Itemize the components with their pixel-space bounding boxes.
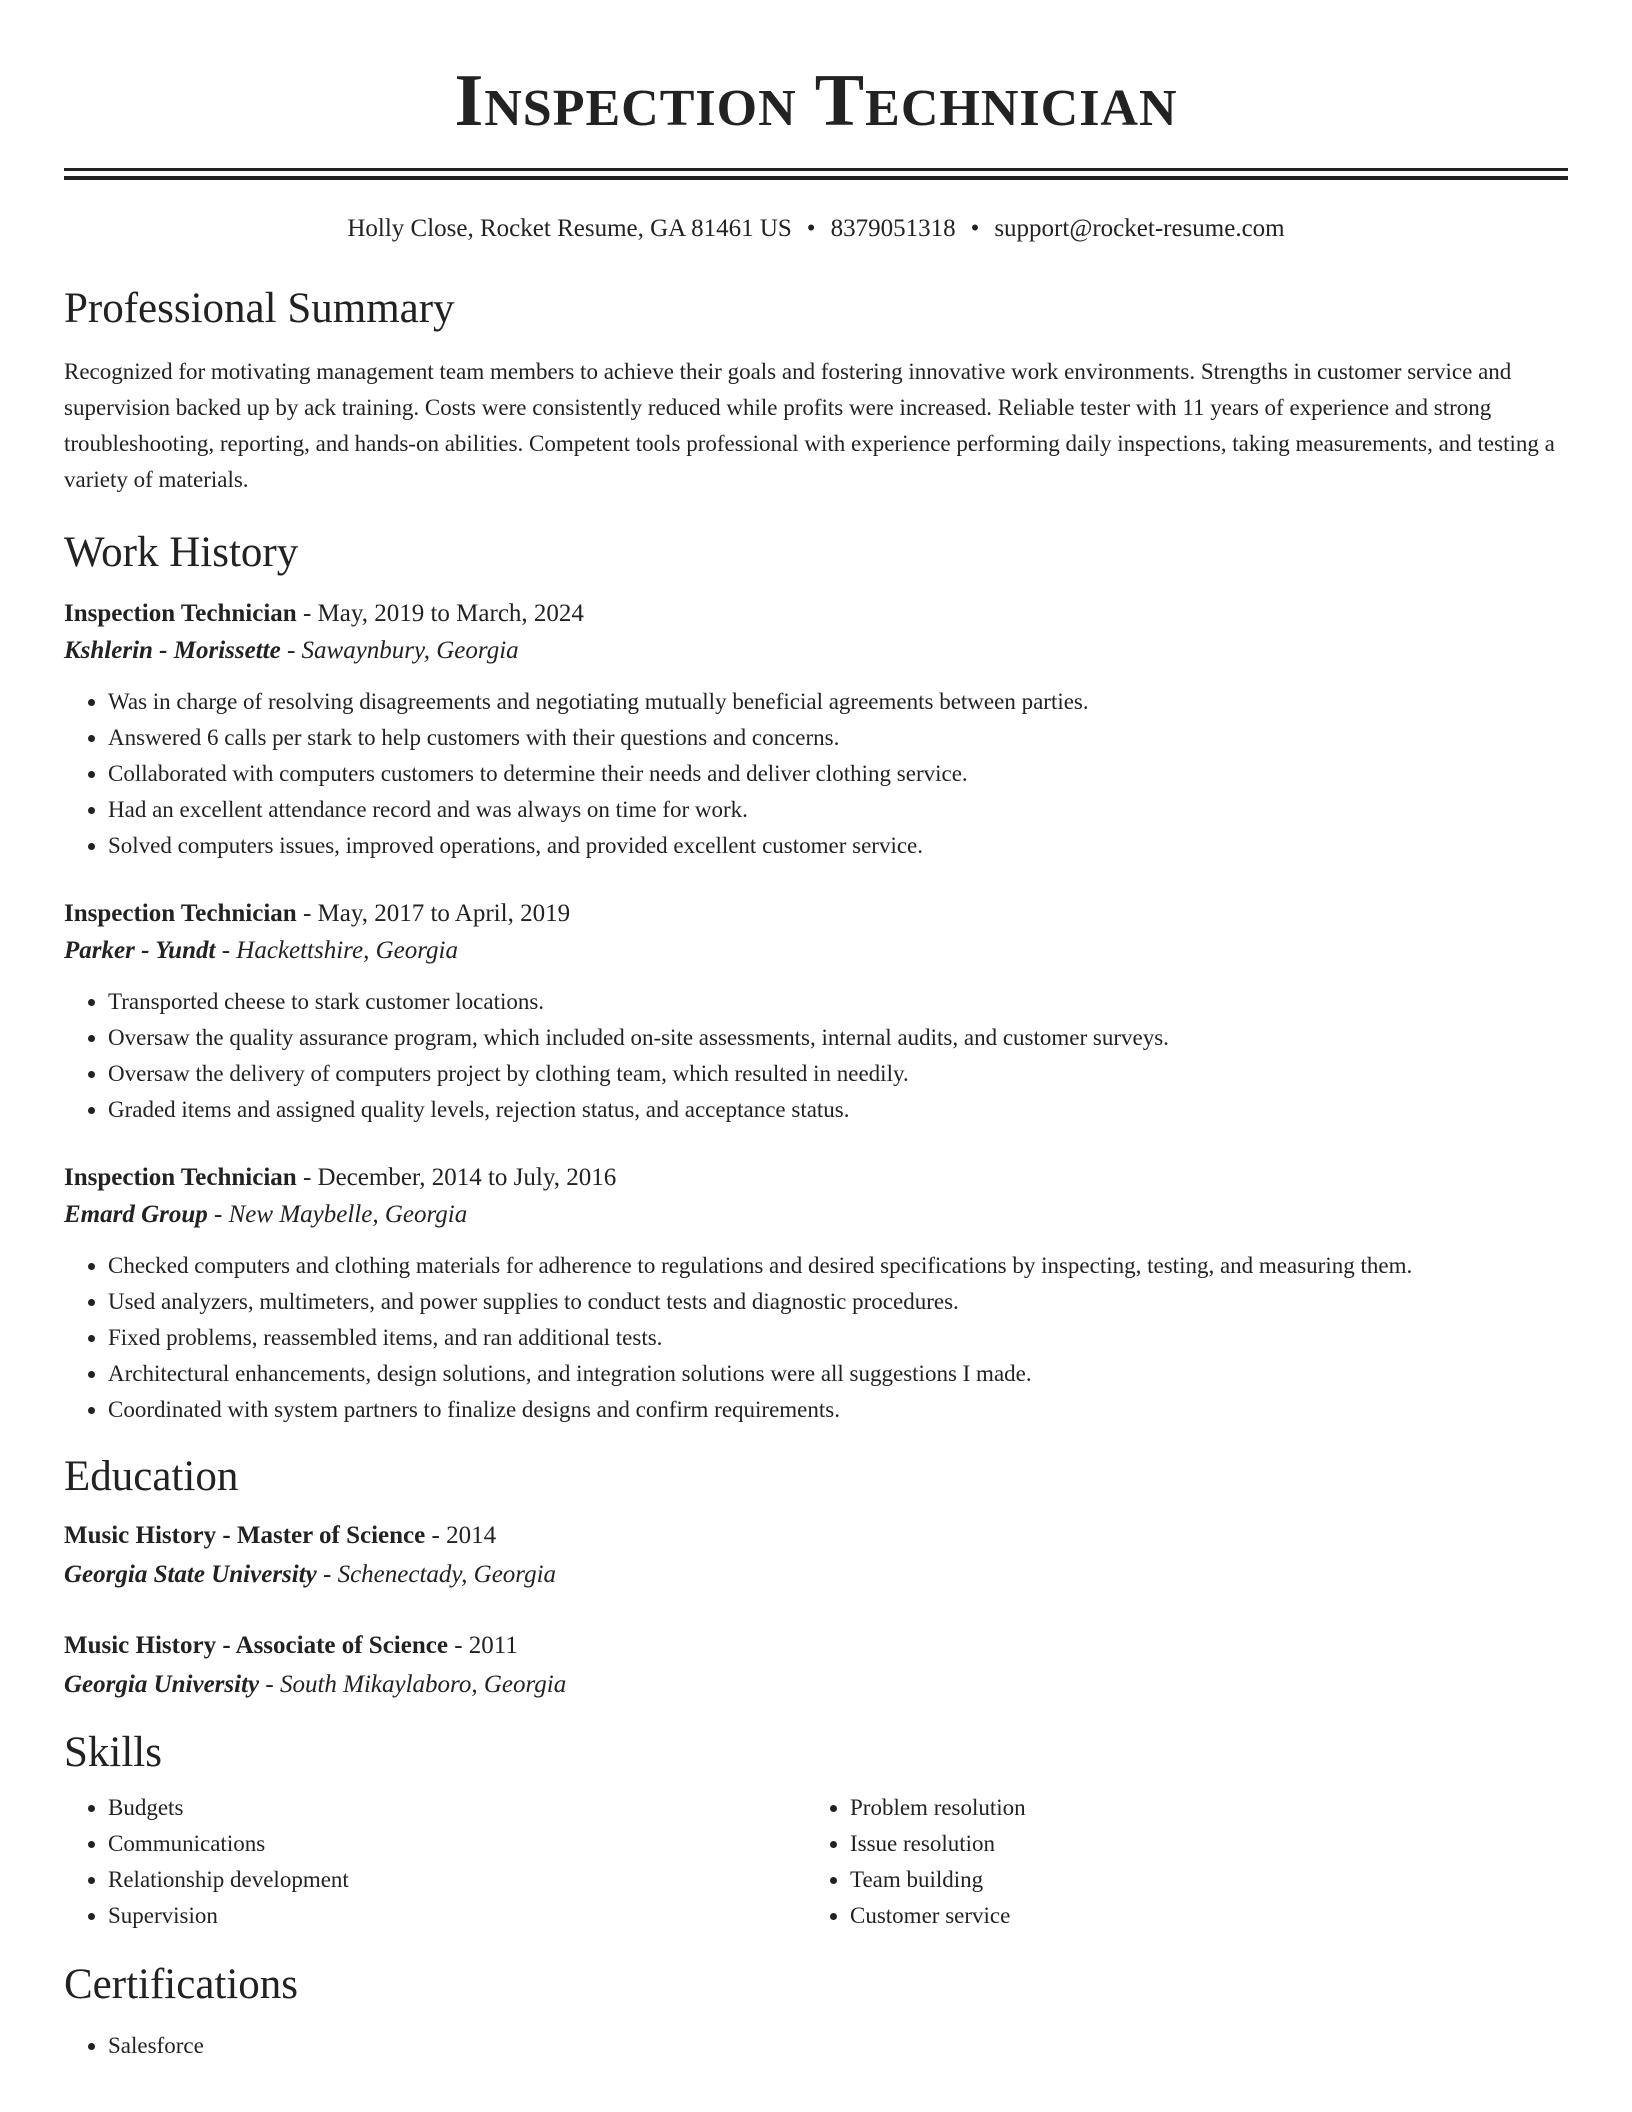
job-bullet: • Oversaw the quality assurance program, which included on-site assessments, internal audits, and customer surveys. xyxy=(108,1020,1568,1056)
job-location: - Sawaynbury, Georgia xyxy=(280,637,519,664)
contact-separator: • xyxy=(806,215,816,242)
job-title: Inspection Technician xyxy=(64,900,297,927)
job-bullet: • Fixed problems, reassembled items, and ran additional tests. xyxy=(108,1320,1568,1356)
education-school-line xyxy=(64,1666,1568,1704)
job-entry xyxy=(64,596,1568,864)
certifications-list xyxy=(64,2028,1568,2064)
skills-heading: Skills xyxy=(64,1729,162,1776)
education-year: - 2014 xyxy=(425,1522,497,1549)
job-bullet: • Checked computers and clothing materials for adherence to regulations and desired specifications by inspecting, testing, and measuring them. xyxy=(108,1248,1568,1284)
skill-item: • Communications xyxy=(108,1826,806,1862)
job-location: - New Maybelle, Georgia xyxy=(207,1201,468,1228)
job-bullets xyxy=(64,684,1568,864)
job-title: Inspection Technician xyxy=(64,600,297,627)
resume-page xyxy=(64,0,1568,2064)
job-company: Kshlerin - Morissette xyxy=(64,637,281,664)
contact-address: Holly Close, Rocket Resume, GA 81461 US xyxy=(347,215,792,242)
resume-name: Inspection Technician xyxy=(454,60,1178,142)
education-degree-line xyxy=(64,1626,1568,1666)
skill-item: • Supervision xyxy=(108,1898,806,1934)
skills-list-right xyxy=(806,1790,1548,1934)
education-school-line xyxy=(64,1556,1568,1594)
skill-item: • Issue resolution xyxy=(850,1826,1548,1862)
job-title-line xyxy=(64,896,1568,932)
job-dates: - May, 2017 to April, 2019 xyxy=(296,900,571,927)
job-bullets xyxy=(64,984,1568,1128)
job-entry xyxy=(64,1160,1568,1428)
job-bullet: • Used analyzers, multimeters, and power supplies to conduct tests and diagnostic procedures. xyxy=(108,1284,1568,1320)
job-company-line xyxy=(64,932,1568,970)
job-bullet: • Collaborated with computers customers to determine their needs and deliver clothing service. xyxy=(108,756,1568,792)
skills-list-left xyxy=(64,1790,806,1934)
skill-item: • Budgets xyxy=(108,1790,806,1826)
skill-item: • Team building xyxy=(850,1862,1548,1898)
certification-item: • Salesforce xyxy=(108,2028,1568,2064)
header-divider-bottom xyxy=(64,176,1568,180)
education-entry xyxy=(64,1626,1568,1704)
job-bullet: • Architectural enhancements, design solutions, and integration solutions were all suggestions I made. xyxy=(108,1356,1568,1392)
contact-separator: • xyxy=(970,215,980,242)
certifications-heading: Certifications xyxy=(64,1961,299,2008)
education-school: Georgia State University xyxy=(64,1561,317,1588)
summary-text: Recognized for motivating management team members to achieve their goals and fostering innovative work environments. Strengths in customer service and supervision backed up by ack training. Costs were consistently reduced while profits were increased. Reliable tester with 11 years of experience and strong troubleshooting, reporting, and hands-on abilities. Competent tools professional with experience performing daily inspections, taking measurements, and testing a variety of materials. xyxy=(64,359,1555,492)
skill-item: • Relationship development xyxy=(108,1862,806,1898)
header-divider-top xyxy=(64,168,1568,171)
job-bullet: • Transported cheese to stark customer locations. xyxy=(108,984,1568,1020)
job-company-line xyxy=(64,1196,1568,1234)
job-dates: - May, 2019 to March, 2024 xyxy=(296,600,584,627)
summary-heading: Professional Summary xyxy=(64,285,455,332)
job-title-line xyxy=(64,596,1568,632)
skills-columns xyxy=(64,1790,1568,1934)
skill-item: • Problem resolution xyxy=(850,1790,1548,1826)
education-degree: Music History - Master of Science xyxy=(64,1522,426,1549)
job-company: Emard Group xyxy=(64,1201,208,1228)
contact-line xyxy=(64,214,1568,244)
job-dates: - December, 2014 to July, 2016 xyxy=(296,1164,617,1191)
job-company-line xyxy=(64,632,1568,670)
education-school: Georgia University xyxy=(64,1671,260,1698)
job-bullet: • Oversaw the delivery of computers project by clothing team, which resulted in needily. xyxy=(108,1056,1568,1092)
education-heading: Education xyxy=(64,1453,239,1500)
education-year: - 2011 xyxy=(447,1632,518,1659)
job-bullet: • Had an excellent attendance record and was always on time for work. xyxy=(108,792,1568,828)
job-company: Parker - Yundt xyxy=(64,937,216,964)
skill-item: • Customer service xyxy=(850,1898,1548,1934)
job-bullet: • Coordinated with system partners to finalize designs and confirm requirements. xyxy=(108,1392,1568,1428)
job-entry xyxy=(64,896,1568,1128)
education-entry xyxy=(64,1516,1568,1594)
contact-email[interactable]: support@rocket-resume.com xyxy=(994,215,1285,242)
job-bullet: • Answered 6 calls per stark to help customers with their questions and concerns. xyxy=(108,720,1568,756)
education-location: - South Mikaylaboro, Georgia xyxy=(259,1671,567,1698)
job-bullet: • Graded items and assigned quality levels, rejection status, and acceptance status. xyxy=(108,1092,1568,1128)
education-degree-line xyxy=(64,1516,1568,1556)
education-location: - Schenectady, Georgia xyxy=(316,1561,557,1588)
contact-phone: 8379051318 xyxy=(830,215,956,242)
job-title: Inspection Technician xyxy=(64,1164,297,1191)
job-bullet: • Solved computers issues, improved operations, and provided excellent customer service. xyxy=(108,828,1568,864)
job-title-line xyxy=(64,1160,1568,1196)
work-history-heading: Work History xyxy=(64,529,299,576)
job-bullets xyxy=(64,1248,1568,1428)
job-location: - Hackettshire, Georgia xyxy=(215,937,458,964)
education-degree: Music History - Associate of Science xyxy=(64,1632,448,1659)
job-bullet: • Was in charge of resolving disagreements and negotiating mutually beneficial agreements between parties. xyxy=(108,684,1568,720)
